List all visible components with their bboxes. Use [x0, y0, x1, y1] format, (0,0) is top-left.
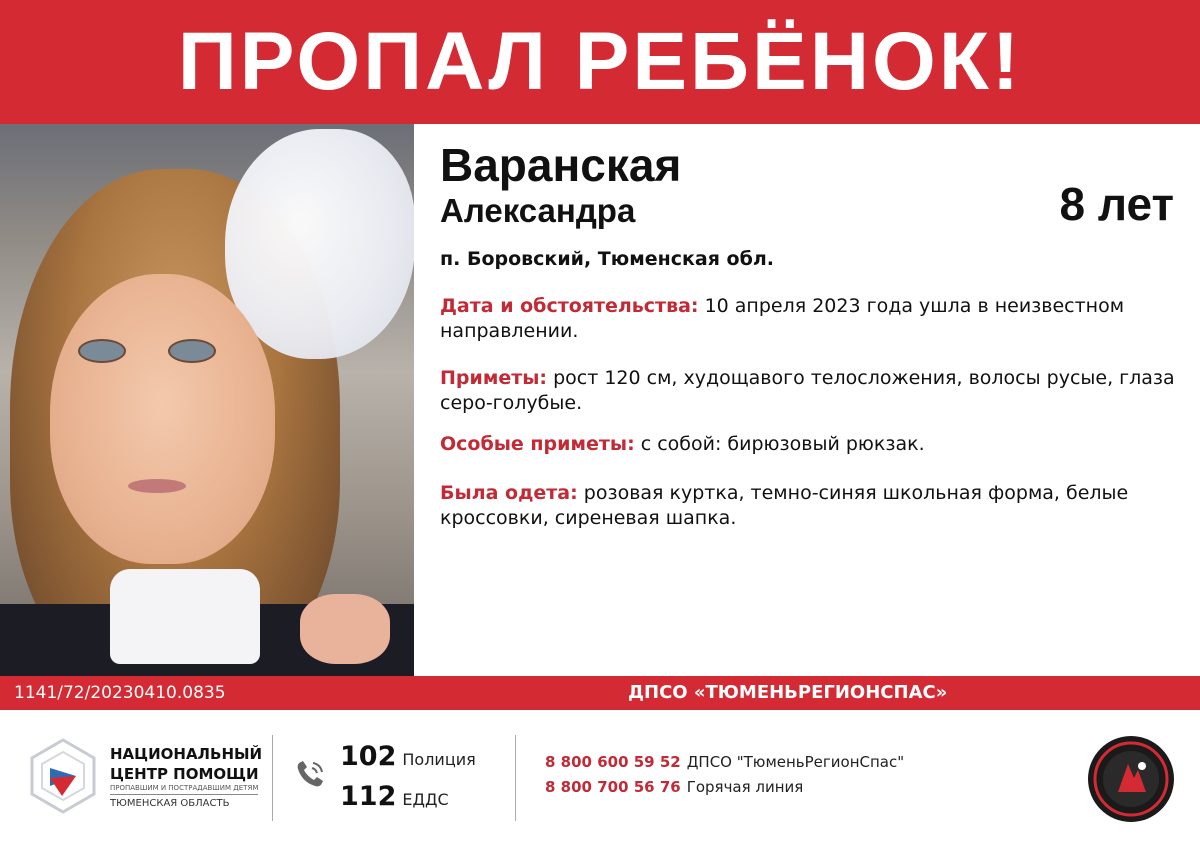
header-banner: [0, 0, 1200, 124]
ncp-name-line1: НАЦИОНАЛЬНЫЙ: [110, 745, 263, 763]
ncp-name-line3: ПРОПАВШИМ И ПОСТРАДАВШИМ ДЕТЯМ: [110, 784, 258, 795]
hotline-label: Горячая линия: [686, 778, 804, 796]
detail-label: Приметы:: [440, 367, 548, 389]
hotline-general[interactable]: [545, 777, 803, 797]
info-bar: [0, 676, 1200, 710]
detail-text: с собой: бирюзовый рюкзак.: [640, 433, 925, 455]
location: п. Боровский, Тюменская обл.: [440, 248, 775, 270]
surname: Варанская: [440, 139, 682, 191]
hotline-rescue[interactable]: [545, 752, 904, 772]
age: 8 лет: [1059, 178, 1174, 230]
ncp-region: ТЮМЕНСКАЯ ОБЛАСТЬ: [110, 798, 230, 809]
page-title: ПРОПАЛ РЕБЁНОК!: [177, 16, 1023, 107]
detail-label: Дата и обстоятельства:: [440, 295, 699, 317]
rescue-emblem-icon: [1086, 734, 1176, 824]
detail-text: 10 апреля 2023 года ушла в неизвестном направлении.: [440, 295, 1125, 342]
hotline-number: 8 800 700 56 76: [545, 778, 681, 796]
hotline-number: 8 800 600 59 52: [545, 753, 681, 771]
organization-name: ДПСО «ТЮМЕНЬРЕГИОНСПАС»: [628, 682, 948, 703]
detail-circumstances: [440, 294, 1180, 344]
ncp-name-line2: ЦЕНТР ПОМОЩИ: [110, 765, 259, 783]
hotline-label: ДПСО "ТюменьРегионСпас": [686, 753, 905, 771]
detail-label: Была одета:: [440, 482, 578, 504]
detail-clothing: [440, 481, 1180, 531]
phone-label: ЕДДС: [402, 790, 449, 809]
phone-icon: [293, 757, 327, 791]
phone-number: 102: [340, 741, 397, 772]
ncp-logo-icon: [28, 738, 98, 814]
child-photo: [0, 124, 414, 676]
detail-description: [440, 366, 1180, 416]
detail-text: розовая куртка, темно-синяя школьная форма, белые кроссовки, сиреневая шапка.: [440, 482, 1129, 529]
phone-label: Полиция: [402, 750, 476, 769]
case-id: 1141/72/20230410.0835: [14, 683, 226, 703]
phone-number: 112: [340, 781, 397, 812]
first-name: Александра: [440, 192, 636, 229]
detail-text: рост 120 см, худощавого телосложения, волосы русые, глаза серо-голубые.: [440, 367, 1175, 414]
footer-divider: [515, 735, 516, 821]
footer-divider: [272, 735, 273, 821]
detail-special-marks: [440, 432, 1180, 457]
phone-edds[interactable]: [340, 781, 449, 812]
detail-label: Особые приметы:: [440, 433, 635, 455]
phone-police[interactable]: [340, 741, 476, 772]
